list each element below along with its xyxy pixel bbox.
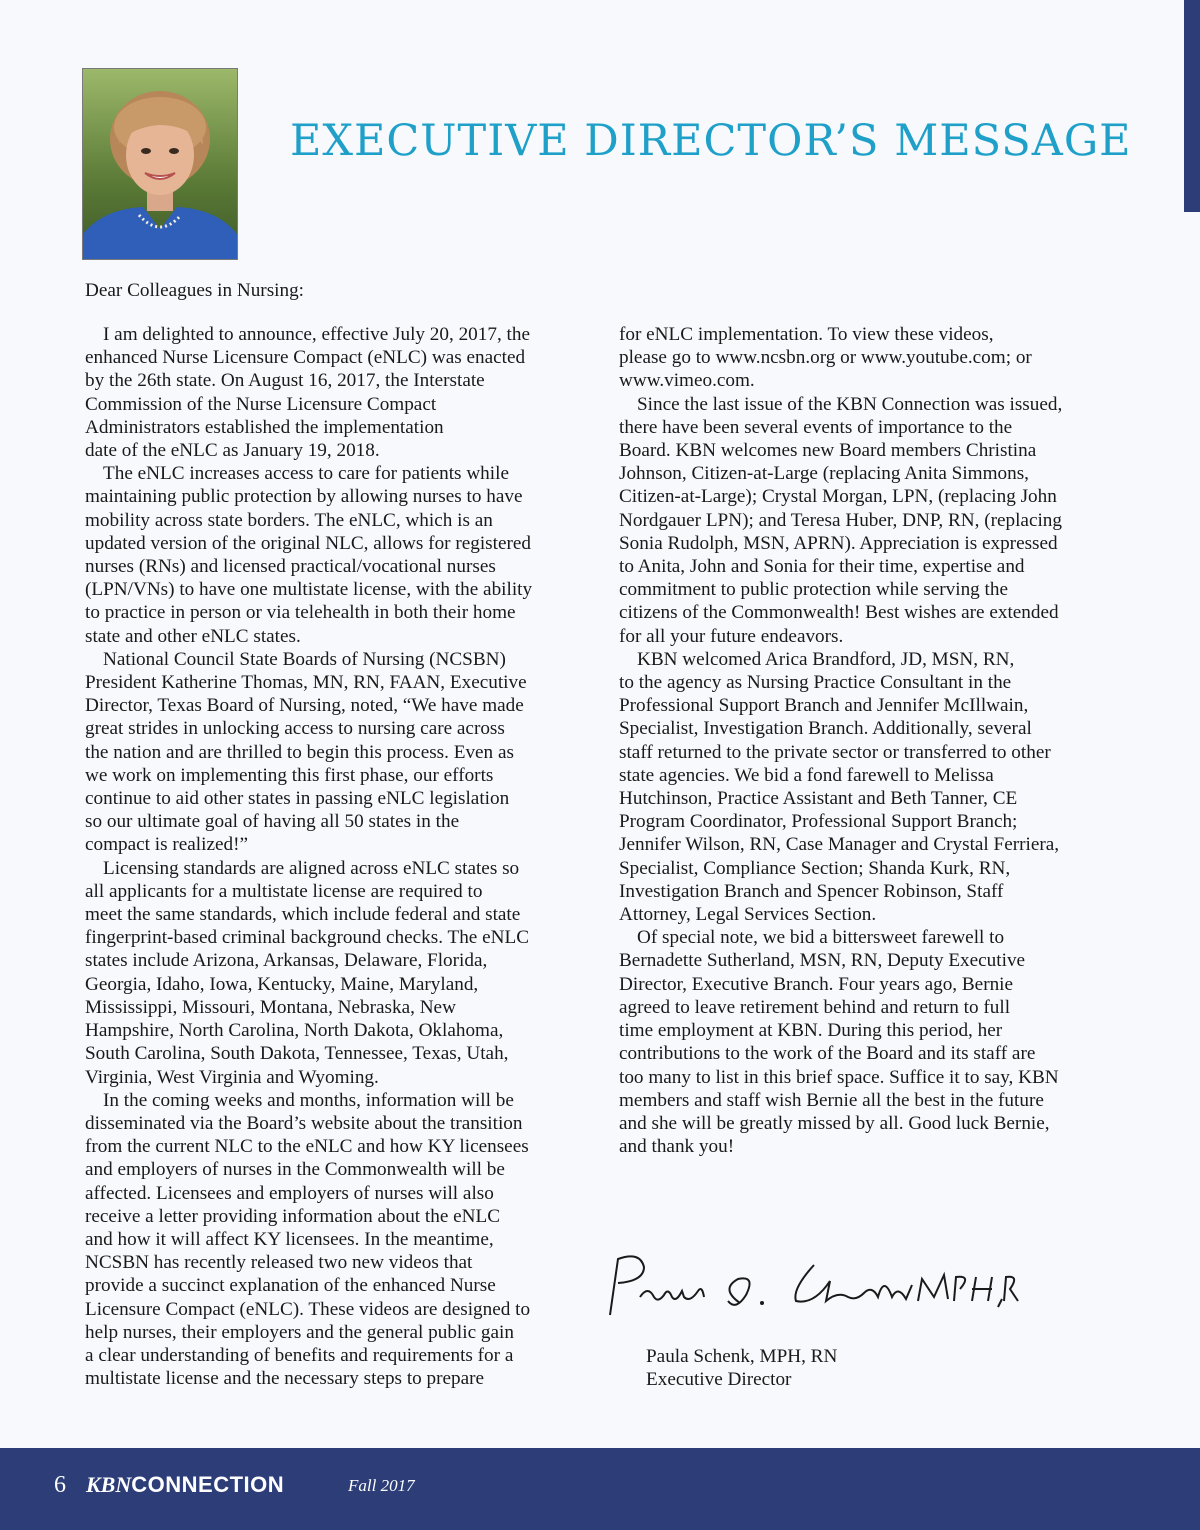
letter-line: and employers of nurses in the Commonwealth will be [85,1159,505,1181]
letter-line: Citizen-at-Large); Crystal Morgan, LPN, (replacing John [619,486,1057,508]
signer-title: Executive Director [646,1369,792,1390]
letter-line: fingerprint-based criminal background checks. The eNLC [85,927,530,949]
letter-line: Investigation Branch and Spencer Robinson, Staff [619,880,1004,902]
letter-line: and how it will affect KY licensees. In the meantime, [85,1228,494,1250]
letter-line: provide a succinct explanation of the enhanced Nurse [85,1275,496,1297]
letter-line: NCSBN has recently released two new videos that [85,1252,473,1274]
letter-line: Johnson, Citizen-at-Large (replacing Anita Simmons, [619,463,1029,485]
letter-line: Licensure Compact (eNLC). These videos are designed to [85,1298,531,1320]
handwritten-signature [600,1245,1020,1327]
letter-line: the nation and are thrilled to begin this process. Even as [85,741,514,763]
letter-line: mobility across state borders. The eNLC, which is an [85,509,493,531]
letter-line: Administrators established the implementation [85,416,444,438]
letter-line: date of the eNLC as January 19, 2018. [85,440,380,462]
letter-line: www.vimeo.com. [619,370,755,392]
letter-line: for all your future endeavors. [619,625,844,647]
letter-line: great strides in unlocking access to nursing care across [85,718,505,740]
page-edge-tab [1184,0,1200,212]
letter-line: Attorney, Legal Services Section. [619,904,877,926]
letter-line: a clear understanding of benefits and requirements for a [85,1344,514,1366]
letter-line: Mississippi, Missouri, Montana, Nebraska, New [85,996,456,1018]
salutation: Dear Colleagues in Nursing: [85,280,305,301]
letter-line: and thank you! [619,1136,735,1158]
letter-line: too many to list in this brief space. Suffice it to say, KBN [619,1066,1059,1088]
letter-line: Since the last issue of the KBN Connection was issued, [637,393,1063,415]
publication-logo [86,1472,284,1498]
letter-line: to the agency as Nursing Practice Consultant in the [619,672,1012,694]
letter-line: Director, Executive Branch. Four years ago, Bernie [619,973,1014,995]
letter-line: In the coming weeks and months, information will be [103,1089,514,1111]
letter-line: disseminated via the Board’s website about the transition [85,1112,523,1134]
letter-column-right [619,323,1139,1158]
letter-line: Specialist, Investigation Branch. Additionally, several [619,718,1032,740]
letter-line: state and other eNLC states. [85,625,301,647]
letter-line: Board. KBN welcomes new Board members Christina [619,440,1037,462]
letter-line: for eNLC implementation. To view these videos, [619,324,994,345]
letter-line: enhanced Nurse Licensure Compact (eNLC) was enacted [85,347,526,369]
letter-line: Nordgauer LPN); and Teresa Huber, DNP, RN, (replacing [619,509,1062,531]
page-number: 6 [54,1472,66,1498]
letter-line: Director, Texas Board of Nursing, noted, “We have made [85,695,524,717]
letter-line: National Council State Boards of Nursing (NCSBN) [103,648,506,670]
letter-line: updated version of the original NLC, allows for registered [85,532,531,554]
letter-line: please go to www.ncsbn.org or www.youtube.com; or [619,347,1032,369]
letter-line: compact is realized!” [85,834,249,856]
letter-line: meet the same standards, which include federal and state [85,904,521,926]
letter-line: so our ultimate goal of having all 50 states in the [85,811,460,833]
letter-line: members and staff wish Bernie all the best in the future [619,1089,1044,1111]
letter-column-left [85,323,595,1390]
letter-line: to Anita, John and Sonia for their time, expertise and [619,556,1025,578]
letter-line: continue to aid other states in passing eNLC legislation [85,788,510,810]
letter-line: South Carolina, South Dakota, Tennessee, Texas, Utah, [85,1043,509,1065]
portrait-illustration [83,69,237,259]
logo-kbn: KBN [86,1472,132,1497]
letter-line: Jennifer Wilson, RN, Case Manager and Crystal Ferriera, [619,834,1060,856]
letter-line: we work on implementing this first phase, our efforts [85,764,494,786]
letter-line: The eNLC increases access to care for patients while [103,463,509,485]
letter-line: there have been several events of importance to the [619,416,1013,438]
letter-line: commitment to public protection while serving the [619,579,1008,601]
logo-connection: CONNECTION [131,1472,285,1497]
issue-date: Fall 2017 [348,1476,415,1495]
letter-line: states include Arizona, Arkansas, Delaware, Florida, [85,950,488,972]
letter-line: contributions to the work of the Board and its staff are [619,1043,1036,1065]
footer-bar [0,1448,1200,1530]
letter-line: and she will be greatly missed by all. Good luck Bernie, [619,1112,1050,1134]
letter-line: Program Coordinator, Professional Support Branch; [619,811,1018,833]
page-title: EXECUTIVE DIRECTOR’S MESSAGE [290,116,1132,166]
letter-line: Of special note, we bid a bittersweet farewell to [637,927,1005,949]
letter-line: KBN welcomed Arica Brandford, JD, MSN, RN, [637,648,1015,670]
letter-line: Virginia, West Virginia and Wyoming. [85,1066,379,1088]
letter-line: Georgia, Idaho, Iowa, Kentucky, Maine, Maryland, [85,973,479,995]
letter-line: time employment at KBN. During this period, her [619,1020,1003,1042]
letter-line: Hampshire, North Carolina, North Dakota, Oklahoma, [85,1020,504,1042]
letter-line: state agencies. We bid a fond farewell to Melissa [619,764,994,786]
letter-line: receive a letter providing information about the eNLC [85,1205,501,1227]
letter-line: all applicants for a multistate license are required to [85,880,483,902]
letter-line: citizens of the Commonwealth! Best wishes are extended [619,602,1059,624]
signer-name: Paula Schenk, MPH, RN [646,1346,838,1367]
letter-line: nurses (RNs) and licensed practical/vocational nurses [85,556,496,578]
letter-line: President Katherine Thomas, MN, RN, FAAN, Executive [85,672,527,694]
letter-line: affected. Licensees and employers of nurses will also [85,1182,494,1204]
letter-line: agreed to leave retirement behind and return to full [619,996,1011,1018]
letter-line: from the current NLC to the eNLC and how KY licensees [85,1136,529,1158]
letter-line: Commission of the Nurse Licensure Compact [85,393,437,415]
letter-line: Sonia Rudolph, MSN, APRN). Appreciation is expressed [619,532,1058,554]
letter-line: to practice in person or via telehealth in both their home [85,602,516,624]
letter-line: (LPN/VNs) to have one multistate license, with the ability [85,579,533,601]
letter-line: Hutchinson, Practice Assistant and Beth Tanner, CE [619,788,1018,810]
letter-line: by the 26th state. On August 16, 2017, the Interstate [85,370,485,392]
director-portrait [82,68,238,260]
letter-line: staff returned to the private sector or transferred to other [619,741,1051,763]
letter-line: Professional Support Branch and Jennifer McIllwain, [619,695,1029,717]
letter-line: I am delighted to announce, effective July 20, 2017, the [103,324,530,345]
letter-line: help nurses, their employers and the general public gain [85,1321,514,1343]
letter-line: Licensing standards are aligned across eNLC states so [103,857,520,879]
letter-line: Specialist, Compliance Section; Shanda Kurk, RN, [619,857,1011,879]
letter-line: Bernadette Sutherland, MSN, RN, Deputy Executive [619,950,1026,972]
letter-line: multistate license and the necessary steps to prepare [85,1368,485,1390]
letter-line: maintaining public protection by allowing nurses to have [85,486,523,508]
